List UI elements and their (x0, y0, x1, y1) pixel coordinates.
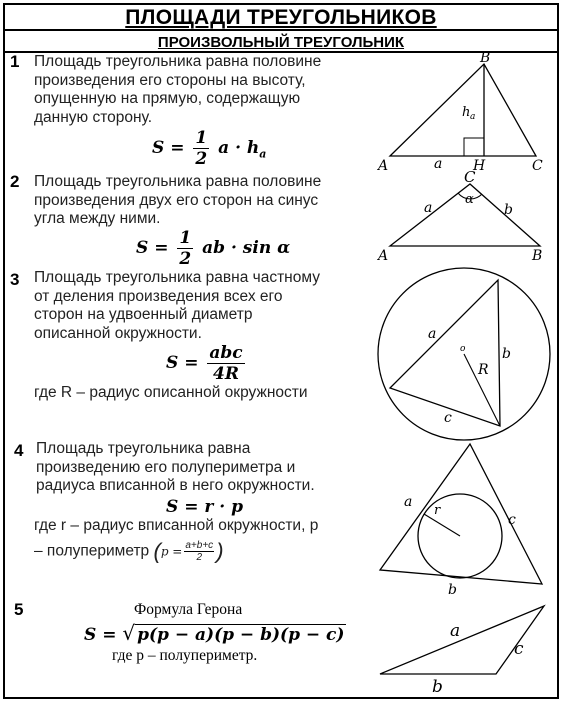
p-formula-fraction (184, 540, 214, 563)
item-2-text (34, 173, 321, 229)
sqrt-sign: √ (122, 621, 136, 645)
item-3-text (34, 269, 320, 343)
formula-fraction (207, 343, 244, 384)
label-height-sub: a (470, 112, 476, 122)
figure-2-angle-triangle (372, 170, 552, 266)
label-side-c: c (444, 410, 452, 426)
label-B: B (532, 248, 543, 264)
item-1-formula (152, 128, 266, 169)
formula-rhs: a · h (218, 138, 260, 158)
label-C: C (532, 158, 543, 174)
label-side-c: c (514, 639, 524, 659)
right-angle-mark (464, 138, 484, 156)
triangle-outline (390, 280, 500, 426)
label-side-b: b (448, 582, 457, 598)
label-B: B (480, 50, 491, 66)
label-C: C (464, 168, 476, 186)
page-title: ПЛОЩАДИ ТРЕУГОЛЬНИКОВ (5, 5, 557, 31)
item-4-text (36, 440, 315, 496)
label-r: r (434, 503, 441, 518)
figure-5-triangle (376, 598, 556, 697)
label-side-b: b (502, 346, 511, 362)
radicand: p(p − a)(p − b)(p − c) (137, 625, 345, 645)
p-numerator: a+b+c (185, 540, 214, 551)
formula-lhs: S = (166, 353, 199, 373)
fraction-denominator: 2 (195, 149, 208, 169)
item-2-number: 2 (10, 172, 20, 191)
label-A: A (378, 158, 389, 174)
item-2-line: угла между ними. (34, 210, 161, 227)
fraction-denominator: 2 (179, 249, 192, 269)
item-4-number: 4 (14, 441, 24, 460)
item-1-line: опущенную на прямую, содержащую (34, 90, 301, 107)
label-alpha: α (465, 192, 474, 207)
item-3-formula (166, 343, 248, 384)
section-subtitle: ПРОИЗВОЛЬНЫЙ ТРЕУГОЛЬНИК (5, 33, 557, 53)
label-side-a: a (428, 326, 437, 342)
figure-3-circumscribed-circle (376, 266, 556, 446)
paren-open: ( (153, 538, 161, 564)
label-height: h (462, 105, 471, 120)
item-1-line: произведения его стороны на высоту, (34, 71, 306, 89)
item-5-note: где p – полупериметр. (112, 647, 258, 664)
item-2-line: Площадь треугольника равна половине (34, 173, 322, 190)
item-5-formula (84, 621, 346, 645)
item-3-line: от деления произведения всех его (34, 287, 283, 305)
paren-close: ) (216, 538, 224, 564)
label-side-b: b (504, 202, 513, 218)
p-denominator: 2 (196, 552, 203, 563)
fraction-numerator: abc (209, 343, 243, 363)
formula-subscript: a (259, 147, 267, 161)
formula-rhs: ab · sin α (202, 238, 291, 258)
item-5-number: 5 (14, 600, 24, 619)
item-4-line: Площадь треугольника равна (36, 440, 251, 457)
label-side-a: a (424, 200, 433, 216)
item-2-formula (136, 228, 290, 269)
label-A: A (378, 248, 389, 264)
formula-fraction (177, 228, 193, 269)
inradius-line (424, 514, 460, 536)
item-1-number: 1 (10, 52, 20, 71)
label-side-c: c (508, 512, 516, 528)
label-side-a: a (434, 156, 443, 172)
item-1-text (34, 53, 321, 127)
heron-title: Формула Герона (134, 601, 243, 618)
fraction-denominator: 4R (213, 364, 239, 384)
triangle-outline (380, 444, 542, 584)
label-side-a: a (450, 621, 461, 641)
label-side-b: b (432, 677, 443, 697)
label-R: R (478, 362, 489, 378)
item-3-note: где R – радиус описанной окружности (34, 384, 308, 401)
formula-lhs: S = (152, 138, 185, 158)
item-4-note-line1: где r – радиус вписанной окружности, p (34, 517, 319, 534)
formula-fraction (193, 128, 209, 169)
p-formula-lhs: p = (160, 544, 183, 559)
item-4-line: радиуса вписанной в него окружности. (36, 477, 315, 494)
item-1-line: Площадь треугольника равна половине (34, 53, 322, 70)
item-2-line: произведения двух его сторон на синус (34, 191, 319, 209)
item-3-line: описанной окружности. (34, 324, 202, 342)
figure-1-altitude-triangle (372, 52, 552, 174)
formula-lhs: S = (136, 238, 169, 258)
fraction-numerator: 1 (195, 128, 208, 148)
note-text: – полупериметр (34, 542, 150, 560)
item-4-note-line2 (34, 540, 224, 563)
item-3-line: сторон на удвоенный диаметр (34, 306, 253, 323)
item-3-line: Площадь треугольника равна частному (34, 269, 320, 286)
item-4-line: произведению его полупериметра и (36, 458, 296, 476)
label-side-a: a (404, 494, 413, 510)
fraction-numerator: 1 (179, 228, 192, 248)
item-4-formula: S = r · p (166, 497, 243, 517)
label-H: H (473, 158, 486, 174)
item-3-number: 3 (10, 270, 20, 289)
center-point: o (460, 344, 466, 354)
formula-lhs: S = (84, 625, 117, 645)
figure-4-inscribed-circle (376, 436, 556, 596)
item-1-line: данную сторону. (34, 108, 153, 126)
